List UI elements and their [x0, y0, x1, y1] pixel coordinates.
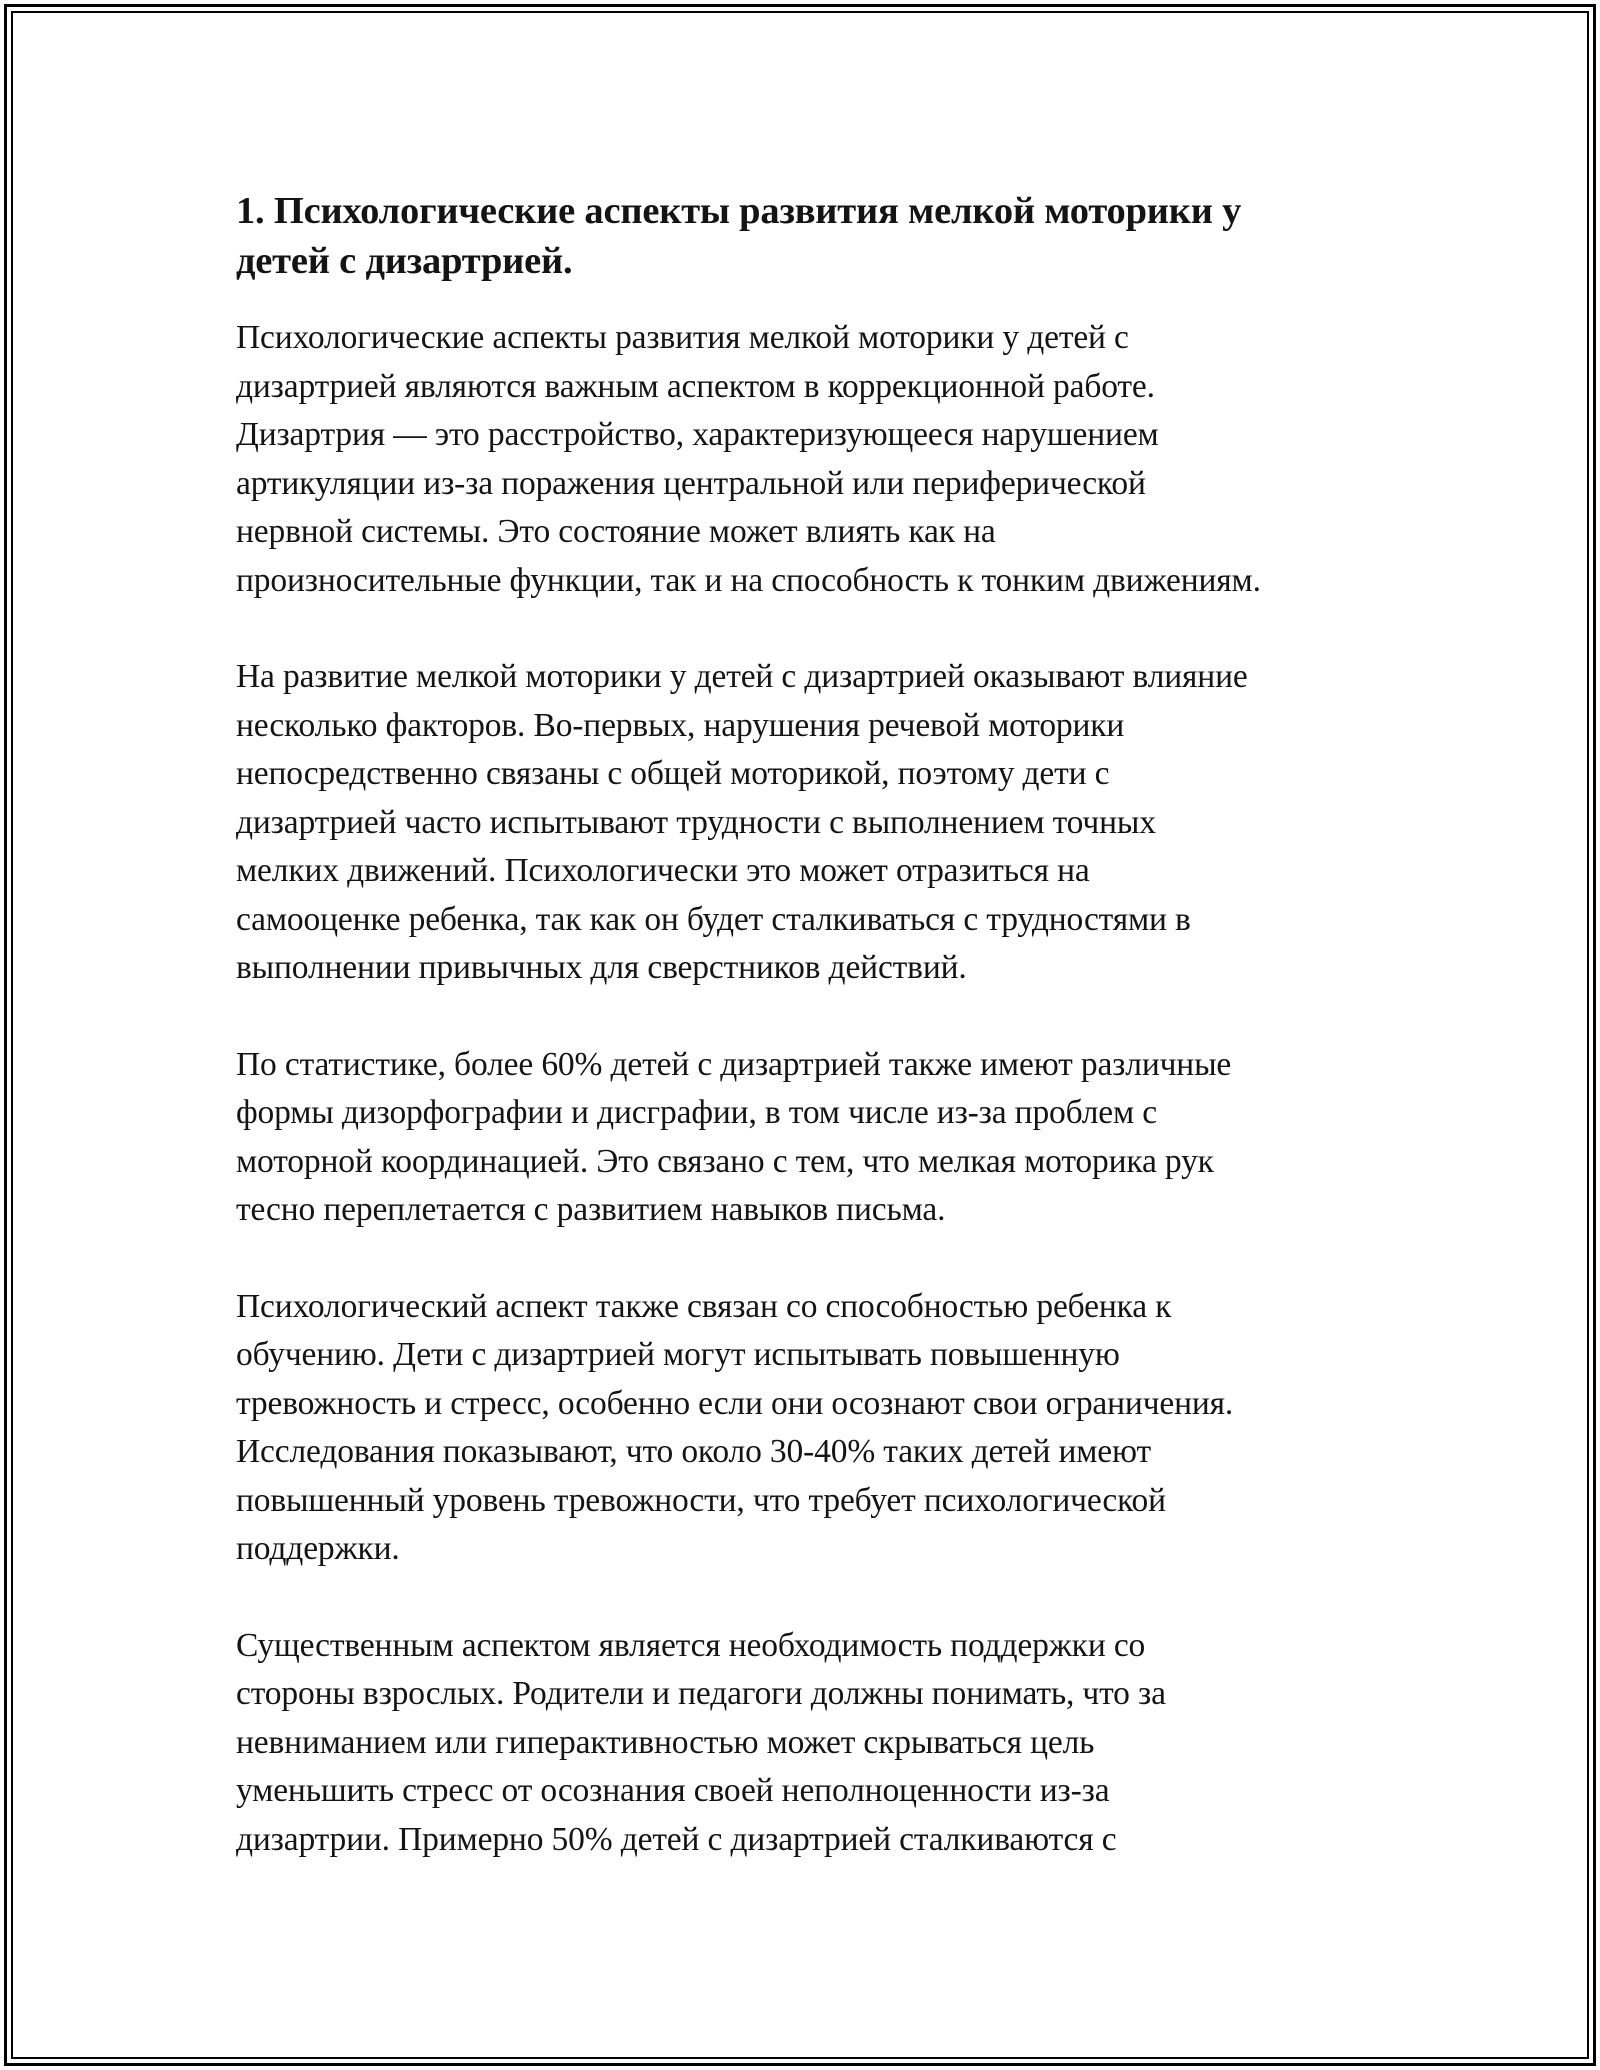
paragraph [236, 653, 1386, 993]
paragraph [236, 1283, 1386, 1574]
text-line: По статистике, более 60% детей с дизартрией также имеют различные [236, 1045, 1232, 1083]
text-line: моторной координацией. Это связано с тем, что мелкая моторика рук [236, 1142, 1214, 1180]
text-line: повышенный уровень тревожности, что требует психологической [236, 1481, 1166, 1519]
body-text [236, 314, 1386, 1864]
text-line: стороны взрослых. Родители и педагоги должны понимать, что за [236, 1675, 1166, 1712]
document-content [236, 186, 1386, 1912]
text-line: Психологический аспект также связан со способностью ребенка к [236, 1287, 1172, 1325]
text-line: формы дизорфографии и дисграфии, в том числе из-за проблем с [236, 1094, 1158, 1131]
text-line: выполнении привычных для сверстников действий. [236, 949, 967, 986]
paragraph [236, 1041, 1386, 1235]
text-line: нервной системы. Это состояние может влиять как на [236, 513, 996, 550]
text-line: Психологические аспекты развития мелкой моторики у детей с [236, 319, 1129, 356]
text-line: Дизартрия — это расстройство, характеризующееся нарушением [236, 416, 1159, 453]
heading-line: 1. Психологические аспекты развития мелкой моторики у [236, 190, 1242, 232]
text-line: невниманием или гиперактивностью может скрываться цель [236, 1723, 1095, 1761]
section-heading [236, 186, 1386, 286]
paragraph [236, 1622, 1386, 1865]
text-line: самооценке ребенка, так как он будет сталкиваться с трудностями в [236, 900, 1191, 938]
text-line: произносительные функции, так и на способность к тонким движениям. [236, 561, 1261, 599]
text-line: дизартрией являются важным аспектом в коррекционной работе. [236, 367, 1155, 405]
text-line: тесно переплетается с развитием навыков письма. [236, 1191, 946, 1228]
text-line: уменьшить стресс от осознания своей неполноценности из-за [236, 1772, 1110, 1809]
text-line: тревожность и стресс, особенно если они осознают свои ограничения. [236, 1384, 1234, 1422]
text-line: поддержки. [236, 1530, 400, 1567]
text-line: дизартрией часто испытывают трудности с выполнением точных [236, 803, 1156, 841]
text-line: дизартрии. Примерно 50% детей с дизартрией сталкиваются с [236, 1820, 1117, 1858]
text-line: На развитие мелкой моторики у детей с дизартрией оказывают влияние [236, 658, 1248, 695]
text-line: Исследования показывают, что около 30-40% таких детей имеют [236, 1433, 1151, 1470]
text-line: обучению. Дети с дизартрией могут испытывать повышенную [236, 1336, 1120, 1373]
text-line: Существенным аспектом является необходимость поддержки со [236, 1626, 1146, 1664]
paragraph [236, 314, 1386, 605]
text-line: несколько факторов. Во-первых, нарушения речевой моторики [236, 706, 1125, 744]
heading-line: детей с дизартрией. [236, 240, 573, 282]
text-line: непосредственно связаны с общей моторикой, поэтому дети с [236, 755, 1110, 792]
text-line: мелких движений. Психологически это может отразиться на [236, 852, 1090, 889]
text-line: артикуляции из-за поражения центральной или периферической [236, 464, 1146, 502]
